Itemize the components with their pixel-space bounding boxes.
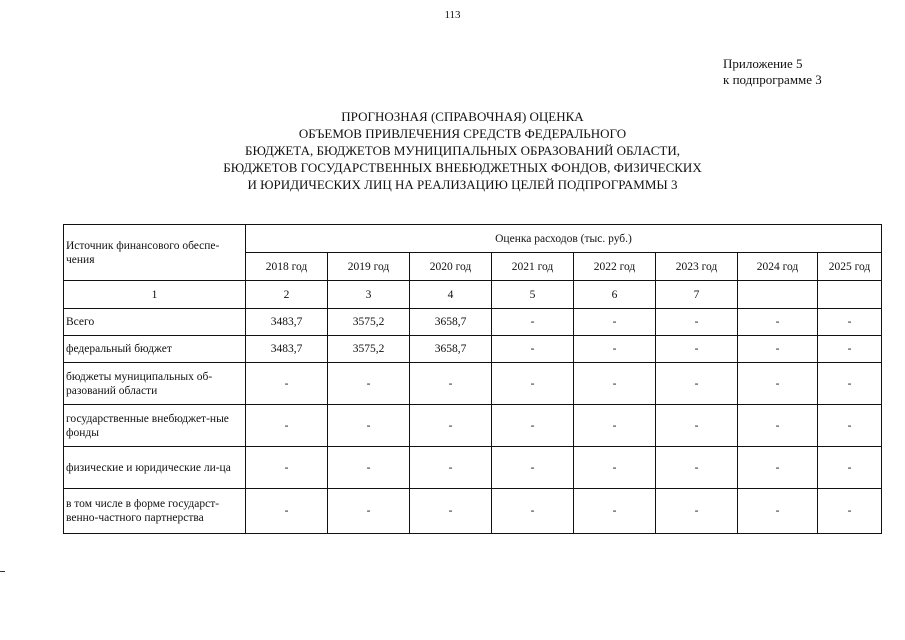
title-line: ПРОГНОЗНАЯ (СПРАВОЧНАЯ) ОЦЕНКА <box>341 109 584 124</box>
value-cell: 3658,7 <box>410 309 492 336</box>
value-cell: - <box>656 336 738 363</box>
value-cell: 3658,7 <box>410 336 492 363</box>
year-header: 2024 год <box>738 253 818 281</box>
value-cell: - <box>818 363 882 405</box>
row-source: в том числе в форме государст-венно-частного партнерства <box>64 489 246 534</box>
estimate-header: Оценка расходов (тыс. руб.) <box>246 225 882 253</box>
value-cell: - <box>738 447 818 489</box>
margin-mark <box>0 571 5 572</box>
value-cell: - <box>818 336 882 363</box>
year-header: 2018 год <box>246 253 328 281</box>
year-header: 2020 год <box>410 253 492 281</box>
title-line: И ЮРИДИЧЕСКИХ ЛИЦ НА РЕАЛИЗАЦИЮ ЦЕЛЕЙ ПОДПРОГРАММЫ 3 <box>247 177 678 192</box>
value-cell: - <box>656 489 738 534</box>
page-number: 113 <box>444 9 461 21</box>
value-cell: - <box>492 363 574 405</box>
appendix-line-1: Приложение 5 <box>723 56 803 71</box>
table-row <box>64 489 882 534</box>
header-row <box>64 225 882 253</box>
value-cell: - <box>328 363 410 405</box>
appendix-line-2: к подпрограмме 3 <box>723 72 822 87</box>
index-cell: 5 <box>492 281 574 309</box>
value-cell: - <box>246 447 328 489</box>
value-cell: - <box>818 405 882 447</box>
row-source: Всего <box>64 309 246 336</box>
index-cell: 1 <box>64 281 246 309</box>
value-cell: - <box>738 489 818 534</box>
title-line: ОБЪЕМОВ ПРИВЛЕЧЕНИЯ СРЕДСТВ ФЕДЕРАЛЬНОГО <box>298 126 627 141</box>
year-header: 2021 год <box>492 253 574 281</box>
year-header: 2022 год <box>574 253 656 281</box>
value-cell: - <box>328 405 410 447</box>
value-cell: - <box>574 336 656 363</box>
value-cell: - <box>410 363 492 405</box>
value-cell: - <box>492 489 574 534</box>
index-cell: 7 <box>656 281 738 309</box>
row-source: бюджеты муниципальных об-разований области <box>64 363 246 405</box>
value-cell: - <box>818 447 882 489</box>
value-cell: - <box>410 405 492 447</box>
index-row <box>64 281 882 309</box>
value-cell: - <box>246 405 328 447</box>
value-cell: - <box>328 447 410 489</box>
value-cell: - <box>410 447 492 489</box>
value-cell: - <box>328 489 410 534</box>
value-cell: 3483,7 <box>246 309 328 336</box>
value-cell: - <box>574 405 656 447</box>
table-row <box>64 405 882 447</box>
value-cell: - <box>656 309 738 336</box>
row-source: физические и юридические ли-ца <box>64 447 246 489</box>
value-cell: 3575,2 <box>328 309 410 336</box>
table-row <box>64 309 882 336</box>
table-row <box>64 447 882 489</box>
row-source: федеральный бюджет <box>64 336 246 363</box>
value-cell: 3483,7 <box>246 336 328 363</box>
value-cell: - <box>492 336 574 363</box>
finance-table <box>63 224 882 534</box>
source-header: Источник финансового обеспе-чения <box>64 225 246 281</box>
index-cell: 4 <box>410 281 492 309</box>
value-cell: - <box>492 405 574 447</box>
value-cell: - <box>656 405 738 447</box>
value-cell: - <box>574 363 656 405</box>
value-cell: - <box>574 309 656 336</box>
index-cell: 2 <box>246 281 328 309</box>
value-cell: - <box>492 447 574 489</box>
value-cell: - <box>410 489 492 534</box>
value-cell: - <box>656 363 738 405</box>
value-cell: - <box>818 489 882 534</box>
year-header: 2025 год <box>818 253 882 281</box>
document-title <box>60 108 865 193</box>
title-line: БЮДЖЕТОВ ГОСУДАРСТВЕННЫХ ВНЕБЮДЖЕТНЫХ ФОНДОВ, ФИЗИЧЕСКИХ <box>223 160 702 175</box>
appendix-note <box>723 56 822 88</box>
row-source: государственные внебюджет-ные фонды <box>64 405 246 447</box>
year-header: 2019 год <box>328 253 410 281</box>
value-cell: - <box>738 309 818 336</box>
index-cell: 3 <box>328 281 410 309</box>
table-row <box>64 363 882 405</box>
value-cell: - <box>246 489 328 534</box>
index-cell <box>738 281 818 309</box>
table-row <box>64 336 882 363</box>
value-cell: - <box>738 363 818 405</box>
index-cell: 6 <box>574 281 656 309</box>
value-cell: - <box>574 489 656 534</box>
index-cell <box>818 281 882 309</box>
year-header: 2023 год <box>656 253 738 281</box>
value-cell: - <box>246 363 328 405</box>
value-cell: - <box>656 447 738 489</box>
value-cell: - <box>492 309 574 336</box>
value-cell: - <box>738 405 818 447</box>
value-cell: - <box>738 336 818 363</box>
value-cell: 3575,2 <box>328 336 410 363</box>
value-cell: - <box>574 447 656 489</box>
title-line: БЮДЖЕТА, БЮДЖЕТОВ МУНИЦИПАЛЬНЫХ ОБРАЗОВАНИЙ ОБЛАСТИ, <box>245 143 680 158</box>
value-cell: - <box>818 309 882 336</box>
